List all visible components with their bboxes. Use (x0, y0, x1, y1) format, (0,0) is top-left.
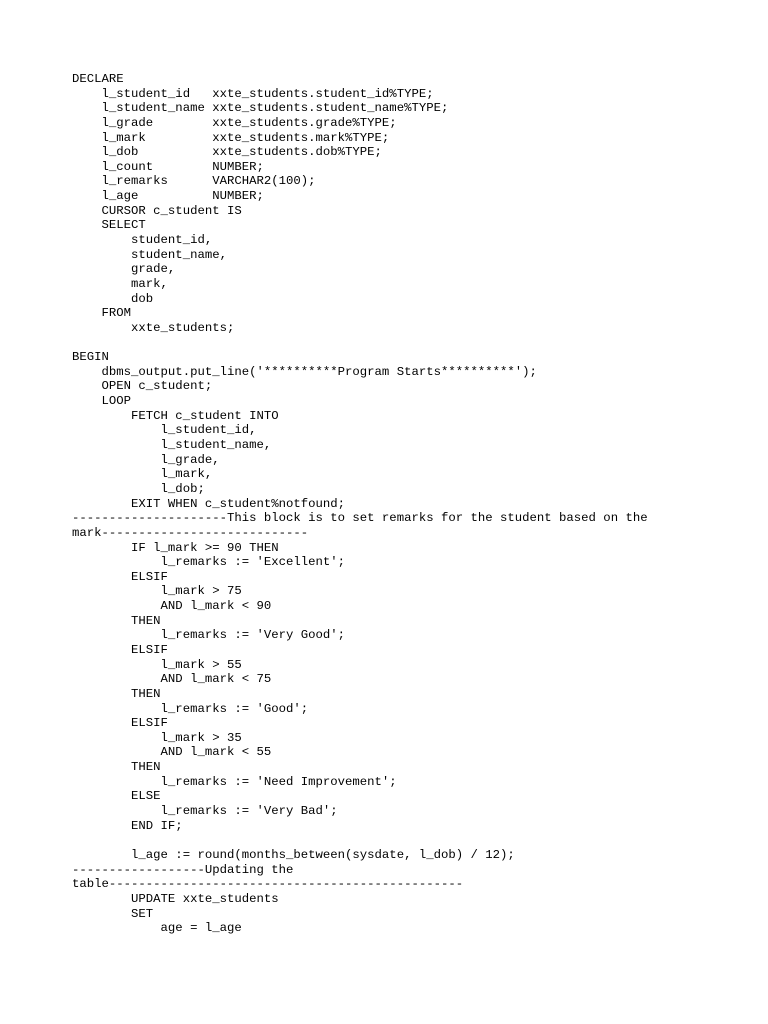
code-line: SET (72, 906, 154, 921)
code-line: DECLARE (72, 72, 124, 86)
code-line: l_student_id xxte_students.student_id%TYPE; (72, 86, 434, 101)
code-line: THEN (72, 760, 161, 775)
code-line: AND l_mark < 75 (72, 672, 272, 687)
code-line: l_student_name xxte_students.student_name%TYPE; (72, 101, 449, 116)
code-line: l_remarks := 'Need Improvement'; (72, 774, 397, 789)
code-line: ELSIF (72, 642, 168, 657)
code-line: l_mark, (72, 467, 213, 482)
code-line: mark, (72, 276, 168, 291)
code-line: ELSE (72, 789, 161, 804)
code-line: l_age := round(months_between(sysdate, l_dob) / 12); (72, 847, 515, 862)
code-line: l_mark xxte_students.mark%TYPE; (72, 130, 390, 145)
code-line: grade, (72, 262, 176, 277)
code-line: ELSIF (72, 569, 168, 584)
code-line: l_dob xxte_students.dob%TYPE; (72, 145, 382, 160)
code-line (72, 833, 648, 848)
code-line: FROM (72, 306, 132, 321)
code-line: xxte_students; (72, 320, 235, 335)
code-line: OPEN c_student; (72, 379, 213, 394)
code-line: age = l_age (72, 921, 242, 936)
code-line: l_remarks VARCHAR2(100); (72, 174, 316, 189)
code-line: ELSIF (72, 716, 168, 731)
code-line: CURSOR c_student IS (72, 203, 242, 218)
code-line: l_grade, (72, 452, 220, 467)
code-line: ---------------------This block is to set remarks for the student based on the (72, 511, 648, 526)
code-line: LOOP (72, 394, 132, 409)
code-line: student_name, (72, 247, 227, 262)
code-line: FETCH c_student INTO (72, 408, 279, 423)
code-line: THEN (72, 686, 161, 701)
code-line: student_id, (72, 233, 213, 248)
code-line: l_mark > 75 (72, 584, 242, 599)
code-line: EXIT WHEN c_student%notfound; (72, 496, 346, 511)
code-line: END IF; (72, 818, 183, 833)
code-line: l_grade xxte_students.grade%TYPE; (72, 115, 397, 130)
code-line (72, 336, 648, 351)
code-line: l_student_id, (72, 423, 257, 438)
code-line: AND l_mark < 90 (72, 599, 272, 614)
code-line: l_remarks := 'Good'; (72, 701, 309, 716)
code-line: mark---------------------------- (72, 525, 309, 540)
code-line: l_age NUMBER; (72, 189, 264, 204)
code-line: UPDATE xxte_students (72, 891, 279, 906)
code-line: table------------------------------------------------ (72, 877, 464, 892)
code-line: AND l_mark < 55 (72, 745, 272, 760)
code-line: l_dob; (72, 481, 205, 496)
code-line: l_count NUMBER; (72, 159, 264, 174)
code-line: l_mark > 35 (72, 730, 242, 745)
code-line: l_remarks := 'Very Bad'; (72, 804, 338, 819)
code-line: l_student_name, (72, 438, 272, 453)
code-line: ------------------Updating the (72, 862, 294, 877)
code-block (72, 72, 648, 936)
code-line: THEN (72, 613, 161, 628)
code-line: dob (72, 291, 154, 306)
code-line: SELECT (72, 218, 146, 233)
code-line: l_remarks := 'Very Good'; (72, 628, 346, 643)
code-line: dbms_output.put_line('**********Program Starts**********'); (72, 364, 537, 379)
code-line: l_remarks := 'Excellent'; (72, 555, 346, 570)
code-line: BEGIN (72, 350, 109, 365)
code-line: IF l_mark >= 90 THEN (72, 540, 279, 555)
code-line: l_mark > 55 (72, 657, 242, 672)
